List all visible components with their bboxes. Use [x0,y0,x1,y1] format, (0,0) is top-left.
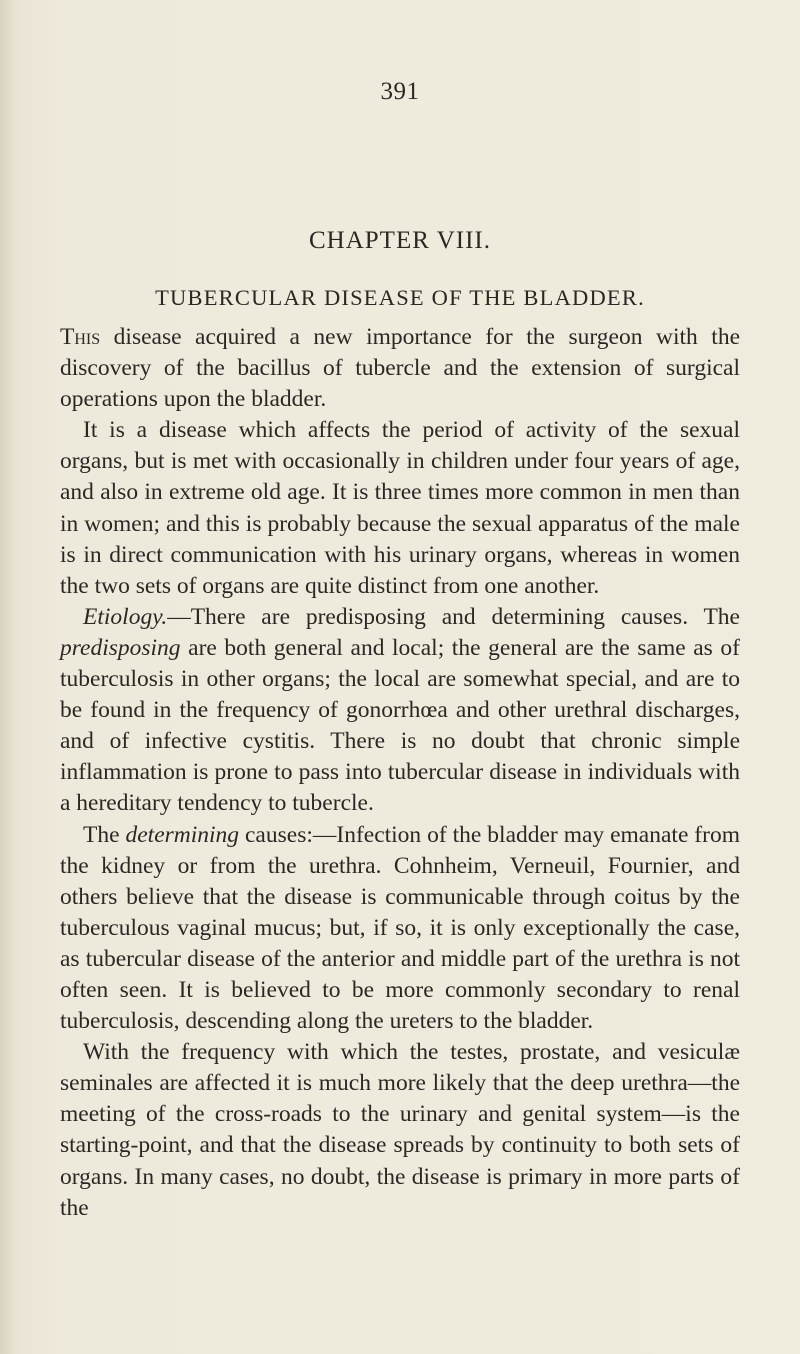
paragraph-3 [60,602,740,820]
section-heading: TUBERCULAR DISEASE OF THE BLADDER. [155,285,645,310]
paragraph-5 [60,1037,740,1224]
determining-term: determining [125,821,240,848]
paragraph-3-text-b: are both general and local; the general are the same as of tuberculosis in other organs; the local are somewhat special, and are to be found in the frequency of gonorrhœa and other urethral discharges, and of infective cystitis. There is no doubt that chronic simple inflammation is prone to pass into tubercular disease in individuals with a hereditary tendency to tubercle. [60,634,740,817]
paragraph-4-text-a: The [83,821,126,848]
chapter-heading: CHAPTER VIII. [309,227,491,254]
paragraph-2 [60,415,740,602]
body-text [60,322,740,1224]
predisposing-term: predisposing [60,634,181,661]
etiology-heading: Etiology. [83,603,168,630]
paragraph-4-text-b: causes:—Infection of the bladder may emanate from the kidney or from the urethra. Cohnheim, Verneuil, Fournier, and others believe that the disease is communicable through coitus by the tuberculous vaginal mucus; but, if so, it is only exceptionally the case, as tubercular disease of the anterior and middle part of the urethra is not often seen. It is believed to be more commonly secondary to renal tuberculosis, descending along the ureters to the bladder. [60,821,740,1035]
paragraph-2-text: It is a disease which affects the period of activity of the sexual organs, but is met with occasionally in children under four years of age, and also in extreme old age. It is three times more common in men than in women; and this is probably because the sexual apparatus of the male is in direct communication with his urinary organs, whereas in women the two sets of organs are quite distinct from one another. [60,417,740,599]
paragraph-3-text-a: —There are predisposing and determining causes. The [167,603,740,630]
paragraph-1-text: disease acquired a new importance for the surgeon with the discovery of the bacillus of tubercle and the extension of surgical operations upon the bladder. [60,324,740,413]
paragraph-5-text: With the frequency with which the testes, prostate, and vesiculæ seminales are affected it is much more likely that the deep urethra—the meeting of the cross-roads to the urinary and genital system—is the starting-point, and that the disease spreads by continuity to both sets of organs. In many cases, no doubt, the disease is primary in more parts of the [60,1039,740,1221]
paragraph-4 [60,820,740,1038]
page-number: 391 [380,78,420,105]
opening-word: This [60,324,101,350]
paragraph-1 [60,322,740,415]
